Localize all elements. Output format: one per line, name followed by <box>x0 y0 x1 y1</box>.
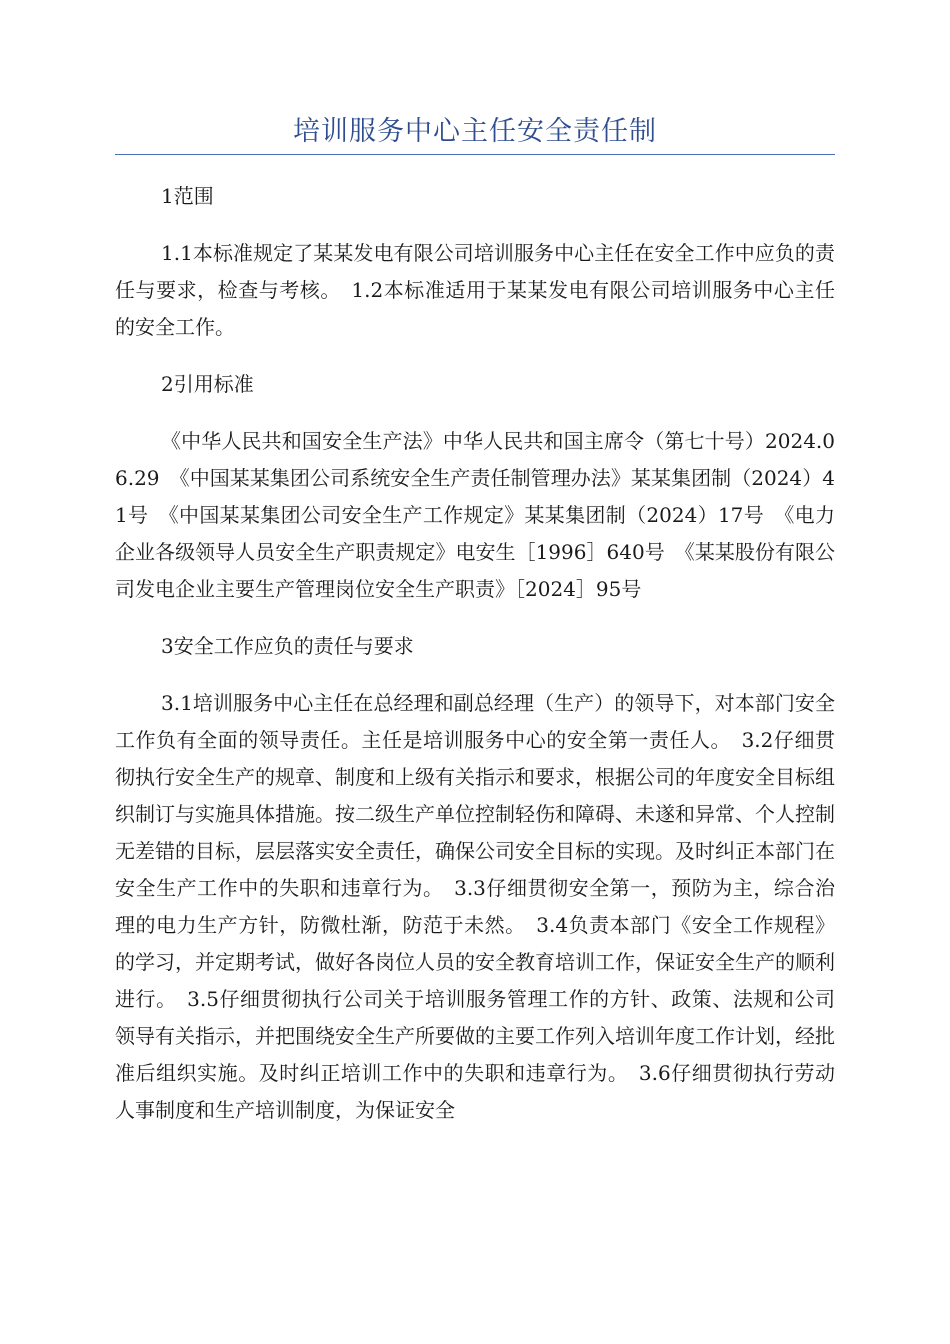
section-heading-references: 2引用标准 <box>161 372 254 396</box>
section-heading-responsibilities: 3安全工作应负的责任与要求 <box>161 634 414 658</box>
paragraph-scope: 1.1本标准规定了某某发电有限公司培训服务中心主任在安全工作中应负的责任与要求，检查与考核。 1.2本标准适用于某某发电有限公司培训服务中心主任的安全工作。 <box>115 241 835 339</box>
paragraph-responsibilities: 3.1培训服务中心主任在总经理和副总经理（生产）的领导下，对本部门安全工作负有全面的领导责任。主任是培训服务中心的安全第一责任人。 3.2仔细贯彻执行安全生产的规章、制度和上级有关指示和要求，根据公司的年度安全目标组织制订与实施具体措施。按二级生产单位控制轻伤和障碍、未遂和异常、个人控制无差错的目标，层层落实安全责任，确保公司安全目标的实现。及时纠正本部门在安全生产工作中的失职和违章行为。 3.3仔细贯彻安全第一，预防为主，综合治理的电力生产方针，防微杜渐，防范于未然。 3.4负责本部门《安全工作规程》的学习，并定期考试，做好各岗位人员的安全教育培训工作，保证安全生产的顺利进行。 3.5仔细贯彻执行公司关于培训服务管理工作的方针、政策、法规和公司领导有关指示，并把围绕安全生产所要做的主要工作列入培训年度工作计划，经批准后组织实施。及时纠正培训工作中的失职和违章行为。 3.6仔细贯彻执行劳动人事制度和生产培训制度，为保证安全 <box>115 691 835 1122</box>
document-title: 培训服务中心主任安全责任制 <box>293 116 657 147</box>
paragraph-references: 《中华人民共和国安全生产法》中华人民共和国主席令（第七十号）2024.06.29 《中国某某集团公司系统安全生产责任制管理办法》某某集团制（2024）41号 《中国某某集团公司安全生产工作规定》某某集团制（2024）17号 《电力企业各级领导人员安全生产职责规定》电安生［1996］640号 《某某股份有限公司发电企业主要生产管理岗位安全生产职责》［2024］95号 <box>115 429 835 601</box>
section-heading-scope: 1范围 <box>161 184 214 208</box>
title-underline <box>115 154 835 155</box>
document-body <box>115 178 835 1149</box>
